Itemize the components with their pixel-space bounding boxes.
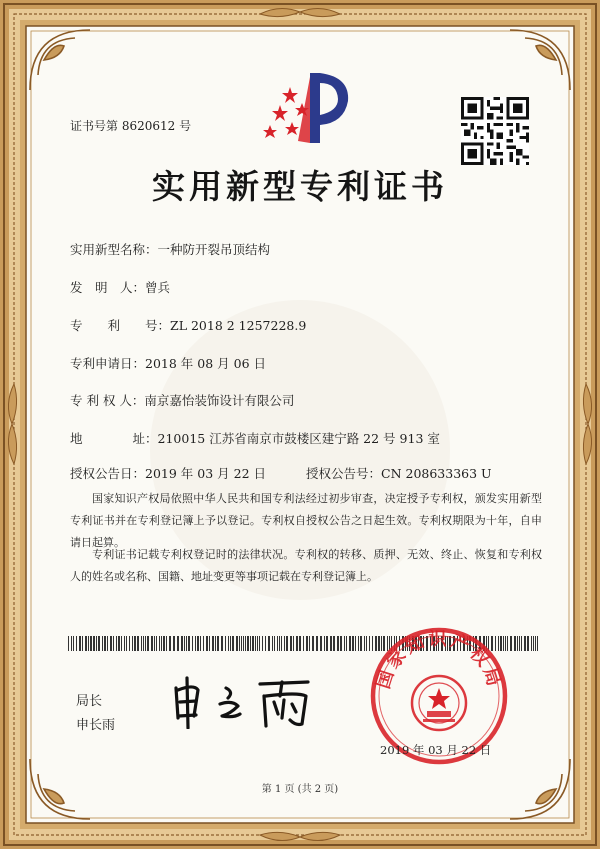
barcode-bar — [519, 636, 520, 651]
barcode-bar — [306, 636, 308, 651]
barcode-bar — [366, 636, 367, 651]
barcode-bar — [262, 636, 263, 651]
barcode-bar — [110, 636, 112, 651]
barcode-bar — [161, 636, 162, 651]
barcode-bar — [88, 636, 89, 651]
field-inventor — [70, 278, 170, 296]
cnipa-logo-icon — [258, 67, 353, 147]
body-paragraph-2: 专利证书记载专利权登记时的法律状况。专利权的转移、质押、无效、终止、恢复和专利权人的姓名或名称、国籍、地址变更等事项记载在专利登记簿上。 — [70, 548, 542, 583]
seal-text: 国家知识产权局 — [372, 629, 506, 692]
barcode-bar — [98, 636, 100, 651]
barcode-bar — [137, 636, 139, 651]
barcode-bar — [159, 636, 160, 651]
barcode-bar — [272, 636, 273, 651]
barcode-bar — [93, 636, 95, 651]
barcode-bar — [79, 636, 81, 651]
barcode-bar — [290, 636, 292, 651]
field-value: 2018 年 08 月 06 日 — [145, 356, 267, 371]
barcode-bar — [225, 636, 226, 651]
field-label: 实用新型名称： — [70, 242, 158, 257]
field-label: 发 明 人： — [70, 280, 146, 295]
barcode-bar — [333, 636, 335, 651]
barcode-bar — [71, 636, 72, 651]
barcode-bar — [186, 636, 187, 651]
barcode-bar — [228, 636, 229, 651]
field-label: 专 利 权 人： — [70, 393, 145, 408]
barcode-bar — [163, 636, 165, 651]
barcode-bar — [221, 636, 223, 651]
barcode-bar — [156, 636, 157, 651]
field-utility-model-name — [70, 240, 270, 258]
barcode-bar — [517, 636, 518, 651]
barcode-bar — [129, 636, 130, 651]
barcode-bar — [147, 636, 149, 651]
barcode-bar — [132, 636, 133, 651]
barcode-bar — [192, 636, 193, 651]
barcode-bar — [243, 636, 244, 651]
barcode-bar — [143, 636, 144, 651]
barcode-bar — [284, 636, 285, 651]
barcode-bar — [337, 636, 339, 651]
barcode-bar — [195, 636, 196, 651]
barcode-bar — [521, 636, 522, 651]
field-address — [70, 429, 440, 447]
barcode-bar — [236, 636, 238, 651]
barcode-bar — [364, 636, 365, 651]
field-value: CN 208633363 U — [381, 466, 492, 481]
page-title: 实用新型专利证书 — [152, 167, 448, 206]
barcode-bar — [277, 636, 278, 651]
barcode-bar — [124, 636, 125, 651]
barcode-bar — [145, 636, 146, 651]
field-patent-number — [70, 316, 306, 334]
field-label: 授权公告号： — [306, 466, 382, 481]
barcode-bar — [96, 636, 97, 651]
barcode-bar — [259, 636, 260, 651]
barcode-bar — [215, 636, 216, 651]
barcode-bar — [247, 636, 249, 651]
field-grant-number — [306, 464, 492, 482]
field-label: 地 址： — [70, 431, 158, 446]
barcode-bar — [173, 636, 175, 651]
barcode-bar — [250, 636, 251, 651]
barcode-bar — [68, 636, 69, 651]
field-value: 曾兵 — [145, 280, 171, 295]
barcode-bar — [352, 636, 354, 651]
national-emblem-icon — [412, 676, 466, 730]
barcode-bar — [326, 636, 328, 651]
field-value: 一种防开裂吊顶结构 — [157, 242, 271, 257]
barcode-bar — [330, 636, 332, 651]
svg-text:国家知识产权局 — [373, 628, 505, 691]
seal-date: 2019 年 03 月 22 日 — [380, 743, 492, 757]
barcode-bar — [340, 636, 342, 651]
barcode-bar — [241, 636, 242, 651]
barcode-bar — [312, 636, 314, 651]
barcode-bar — [151, 636, 153, 651]
barcode-bar — [524, 636, 526, 651]
barcode-bar — [126, 636, 127, 651]
field-grant-date — [70, 464, 266, 482]
barcode-bar — [527, 636, 529, 651]
field-value: 210015 江苏省南京市鼓楼区建宁路 22 号 913 室 — [157, 431, 440, 446]
barcode-bar — [85, 636, 87, 651]
barcode-bar — [113, 636, 114, 651]
field-filing-date — [70, 354, 266, 372]
barcode-bar — [537, 636, 538, 651]
director-name: 申长雨 — [76, 718, 116, 733]
barcode-bar — [184, 636, 185, 651]
barcode-bar — [535, 636, 536, 651]
qr-code — [461, 97, 529, 165]
barcode-bar — [257, 636, 258, 651]
barcode-bar — [217, 636, 219, 651]
barcode-bar — [346, 636, 347, 651]
barcode-bar — [299, 636, 301, 651]
barcode-bar — [188, 636, 190, 651]
barcode-bar — [533, 636, 534, 651]
barcode-bar — [107, 636, 108, 651]
barcode-bar — [303, 636, 304, 651]
certificate-number-suffix: 号 — [179, 119, 192, 133]
barcode-bar — [239, 636, 240, 651]
barcode-bar — [510, 636, 512, 651]
barcode-bar — [73, 636, 74, 651]
barcode-bar — [209, 636, 210, 651]
page-number: 第 1 页 (共 2 页) — [261, 784, 339, 795]
barcode-bar — [141, 636, 142, 651]
barcode-bar — [134, 636, 136, 651]
barcode-bar — [252, 636, 254, 651]
barcode-bar — [203, 636, 204, 651]
barcode-bar — [181, 636, 183, 651]
barcode-bar — [268, 636, 270, 651]
barcode-bar — [514, 636, 516, 651]
body-paragraph-1: 国家知识产权局依照中华人民共和国专利法经过初步审查，决定授予专利权，颁发实用新型专利证书并在专利登记簿上予以登记。专利权自授权公告之日起生效。专利权期限为十年，自申请日起算。 — [70, 492, 542, 549]
barcode-bar — [177, 636, 179, 651]
barcode-bar — [200, 636, 201, 651]
barcode-bar — [154, 636, 155, 651]
field-value: ZL 2018 2 1257228.9 — [170, 318, 307, 333]
barcode-bar — [360, 636, 362, 651]
barcode-bar — [279, 636, 280, 651]
barcode-bar — [531, 636, 532, 651]
certificate-number-label: 证书号第 — [70, 119, 119, 133]
barcode-bar — [286, 636, 288, 651]
barcode-bar — [197, 636, 199, 651]
barcode-bar — [296, 636, 298, 651]
barcode-bar — [166, 636, 167, 651]
barcode-bar — [255, 636, 256, 651]
field-value: 南京嘉怡装饰设计有限公司 — [144, 393, 295, 408]
certificate-number-value: 8620612 — [121, 119, 176, 133]
barcode-bar — [82, 636, 83, 651]
barcode-bar — [102, 636, 103, 651]
barcode-bar — [316, 636, 318, 651]
barcode-bar — [230, 636, 231, 651]
barcode-bar — [90, 636, 92, 651]
field-label: 专利申请日： — [70, 356, 146, 371]
barcode-bar — [245, 636, 246, 651]
barcode-bar — [274, 636, 275, 651]
barcode-bar — [121, 636, 122, 651]
barcode-bar — [118, 636, 120, 651]
barcode-bar — [169, 636, 171, 651]
barcode-bar — [293, 636, 294, 651]
barcode-bar — [320, 636, 322, 651]
barcode-bar — [116, 636, 117, 651]
field-label: 授权公告日： — [70, 466, 146, 481]
handwritten-signature — [168, 674, 318, 729]
barcode-bar — [355, 636, 356, 651]
director-title: 局长 — [76, 694, 103, 709]
barcode-bar — [324, 636, 325, 651]
barcode-bar — [309, 636, 310, 651]
field-label: 专 利 号： — [70, 318, 171, 333]
barcode-bar — [344, 636, 345, 651]
barcode-bar — [232, 636, 234, 651]
barcode-bar — [349, 636, 351, 651]
barcode-bar — [265, 636, 266, 651]
barcode-bar — [206, 636, 208, 651]
barcode-bar — [281, 636, 282, 651]
certificate-number — [70, 117, 191, 134]
barcode-bar — [76, 636, 77, 651]
field-value: 2019 年 03 月 22 日 — [145, 466, 267, 481]
barcode-bar — [212, 636, 214, 651]
barcode-bar — [104, 636, 106, 651]
field-patentee — [70, 391, 294, 409]
barcode-bar — [358, 636, 359, 651]
